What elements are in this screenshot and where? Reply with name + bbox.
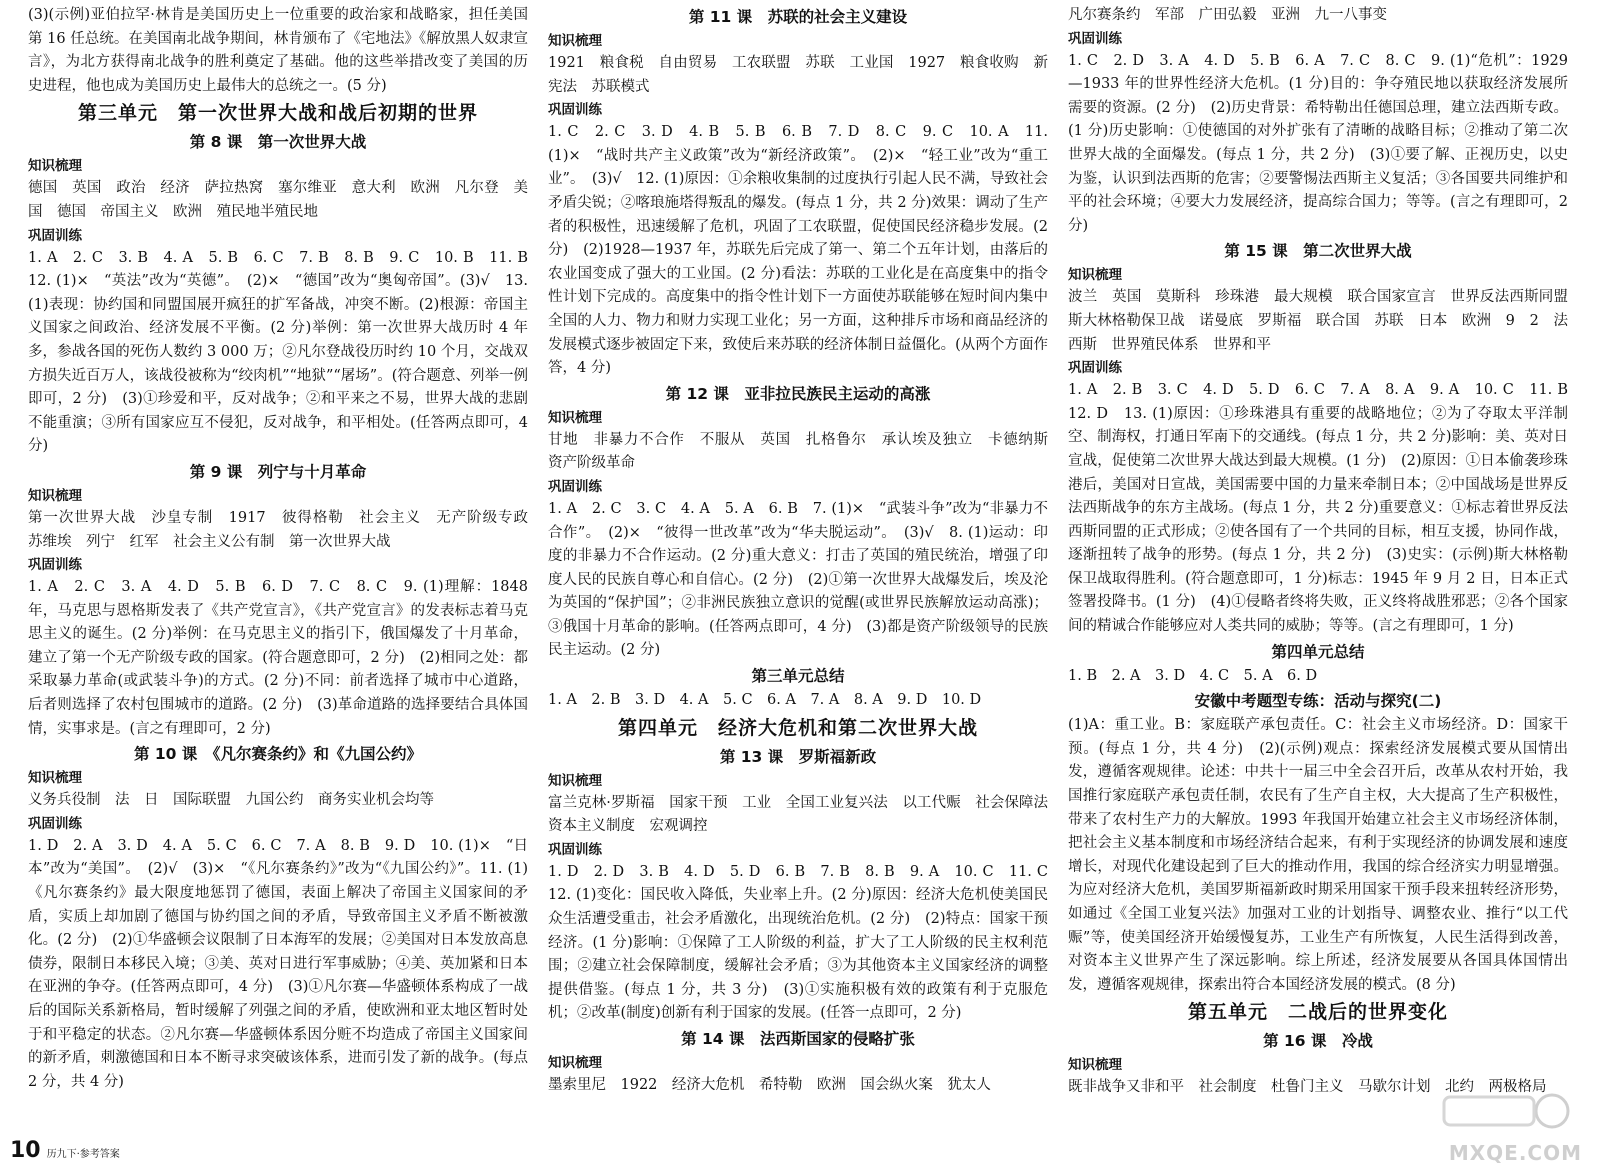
lesson-heading: 第 8 课 第一次世界大战 — [189, 133, 367, 152]
section-label: 巩固训练 — [1068, 360, 1122, 377]
answer-column-middle — [548, 4, 1063, 1134]
answer-paragraph: 甘地 非暴力不合作 不服从 英国 扎格鲁尔 承认埃及独立 卡德纳斯 资产阶级革命 — [548, 431, 1063, 472]
section-label: 知识梳理 — [28, 487, 82, 504]
section-label: 巩固训练 — [1068, 30, 1122, 47]
lesson-heading: 第三单元总结 — [751, 667, 845, 686]
page-label: 历九下·参考答案 — [46, 1149, 120, 1160]
section-label: 知识梳理 — [548, 772, 602, 789]
lesson-heading: 第 12 课 亚非拉民族民主运动的高涨 — [665, 384, 931, 403]
section-label: 知识梳理 — [1068, 1057, 1122, 1074]
answer-paragraph: 波兰 英国 莫斯科 珍珠港 最大规模 联合国家宣言 世界反法西斯同盟 斯大林格勒保卫战 诺曼底 罗斯福 联合国 苏联 日本 欧洲 9 2 法西斯 世界殖民体系 世界和平 — [1068, 289, 1583, 353]
section-label: 巩固训练 — [28, 227, 82, 244]
lesson-heading: 第 14 课 法西斯国家的侵略扩张 — [681, 1030, 915, 1048]
lesson-heading: 第 11 课 苏联的社会主义建设 — [688, 8, 908, 26]
answer-paragraph: 1. A 2. B 3. C 4. D 5. D 6. C 7. A 8. A 9. A 10. C 11. B 12. D 13. (1)原因：①珍珠港具有重要的战略地位；②为了夺取太平洋制空、制海权，打通日军南下的交通线。(每点 1 分，共 2 分)影响：美、英对日宣战，促使第二次世界大战达到最大规模。(1 分) (2)原因：①日本偷袭珍珠港后，美国对日宣战，美国需要中国的力量来牵制日本；②中国战场是世界反法西斯战争的东方主战场。(每点 1 分，共 2 分)重要意义：①标志着世界反法西斯同盟的正式形成；②使各国有了一个共同的目标，相互支援，协同作战，逐渐扭转了战争的形势。(每点 1 分，共 2 分) (3)史实：(示例)斯大林格勒保卫战取得胜利。(符合题意即可，1 分)标志：1945 年 9 月 2 日，日本正式签署投降书。(1 分) (4)①侵略者终将失败，正义终将战胜邪恶；②各个国家间的精诚合作能够应对人类共同的威胁；等等。(言之有理即可，1 分) — [1068, 382, 1583, 635]
section-label: 知识梳理 — [28, 770, 82, 787]
lesson-heading: 第 9 课 列宁与十月革命 — [189, 462, 367, 481]
answer-paragraph: (3)(示例)亚伯拉罕·林肯是美国历史上一位重要的政治家和战略家，担任美国第 16 任总统。在美国南北战争期间，林肯颁布了《宅地法》《解放黑人奴隶宣言》，为北方获得南北战争的胜利奠定了基础。他的这些举措改变了美国的历史进程，他也成为美国历史上最伟大的总统之一。(5 分) — [28, 7, 528, 94]
unit-heading: 第四单元 经济大危机和第二次世界大战 — [617, 716, 978, 739]
answer-paragraph: 凡尔赛条约 军部 广田弘毅 亚洲 九一八事变 — [1068, 7, 1387, 23]
section-label: 知识梳理 — [548, 33, 602, 49]
answer-paragraph: 1. D 2. A 3. D 4. A 5. C 6. C 7. A 8. B 9. D 10. (1)× “日本”改为“美国”。 (2)√ (3)× “《凡尔赛条约》”改为“《九国公约》”。11. (1)《凡尔赛条约》最大限度地惩罚了德国，表面上解决了帝国主义国家间的矛盾，实质上却加剧了德国与协约国之间的矛盾，导致帝国主义矛盾不断被激化。(2 分) (2)①华盛顿会议限制了日本海军的发展；②美国对日本发放高息债券，限制日本移民入境；③美、英对日进行军事威胁；④美、英加紧和日本在亚洲的争夺。(任答两点即可，4 分) (3)①凡尔赛—华盛顿体系构成了一战后的国际关系新格局，暂时缓解了列强之间的矛盾，使欧洲和亚太地区暂时处于和平稳定的状态。②凡尔赛—华盛顿体系因分赃不均造成了帝国主义国家间的新矛盾，刺激德国和日本不断寻求突破该体系，进而引发了新的战争。(每点 2 分，共 4 分) — [28, 837, 528, 1090]
answer-paragraph: 墨索里尼 1922 经济大危机 希特勒 欧洲 国会纵火案 犹太人 — [548, 1077, 991, 1093]
answer-paragraph: (1)A：重工业。B：家庭联产承包责任。C：社会主义市场经济。D：国家干预。(每点 1 分，共 4 分) (2)(示例)观点：探索经济发展模式要从国情出发，遵循客观规律。论述：中共十一届三中全会召开后，改革从农村开始，我国推行家庭联产承包责任制，农民有了生产自主权，大大提高了生产积极性，带来了农村生产力的大解放。1993 年我国开始建立社会主义市场经济体制，把社会主义基本制度和市场经济结合起来，有利于实现经济的协调发展和速度增长，对现代化建设起到了巨大的推动作用，我国的综合经济实力明显增强。为应对经济大危机，美国罗斯福新政时期采用国家干预手段来扭转经济形势，如通过《全国工业复兴法》加强对工业的计划指导、调整农业、推行“以工代赈”等，使美国经济开始缓慢复苏，工业生产有所恢复，人民生活得到改善，对资本主义世界产生了深远影响。综上所述，经济发展要从各国具体国情出发，遵循客观规律，探索出符合本国经济发展的模式。(8 分) — [1068, 717, 1568, 993]
answer-paragraph: 1. D 2. D 3. B 4. D 5. D 6. B 7. B 8. B 9. A 10. C 11. C 12. (1)变化：国民收入降低，失业率上升。(2 分)原因：经济大危机使美国民众生活遭受重击，社会矛盾激化，出现统治危机。(2 分) (2)特点：国家干预经济。(1 分)影响：①保障了工人阶级的利益，扩大了工人阶级的民主权利范围；②建立社会保障制度，缓解社会矛盾；③为其他资本主义国家经济的调整提供借鉴。(每点 1 分，共 3 分) (3)①实施积极有效的政策有利于克服危机；②改革(制度)创新有利于国家的发展。(任答一点即可，2 分) — [548, 863, 1063, 1022]
section-label: 知识梳理 — [548, 1055, 602, 1071]
lesson-heading: 第 16 课 冷战 — [1263, 1032, 1373, 1051]
answer-column-left — [28, 4, 543, 1134]
section-label: 巩固训练 — [548, 478, 602, 495]
section-label: 知识梳理 — [1068, 267, 1122, 284]
unit-heading: 第五单元 二战后的世界变化 — [1187, 1001, 1448, 1024]
lesson-heading: 第 15 课 第二次世界大战 — [1224, 242, 1412, 261]
answer-paragraph: 第一次世界大战 沙皇专制 1917 彼得格勒 社会主义 无产阶级专政 苏维埃 列宁 红军 社会主义公有制 第一次世界大战 — [28, 509, 543, 550]
answer-paragraph: 1921 粮食税 自由贸易 工农联盟 苏联 工业国 1927 粮食收购 新宪法 苏联模式 — [548, 55, 1048, 95]
section-label: 知识梳理 — [28, 158, 82, 175]
answer-paragraph: 1. A 2. C 3. C 4. A 5. A 6. B 7. (1)× “武装斗争”改为“非暴力不合作”。 (2)× “彼得一世改革”改为“华夫脱运动”。 (3)√ 8. (1)运动：印度的非暴力不合作运动。(2 分)重大意义：打击了英国的殖民统治，增强了印度人民的民族自尊心和自信心。(2 分) (2)①第一次世界大战爆发后，埃及沦为英国的“保护国”；②非洲民族独立意识的觉醒(或世界民族解放运动高涨)；③俄国十月革命的影响。(任答两点即可，4 分) (3)都是资产阶级领导的民族民主运动。(2 分) — [548, 500, 1048, 659]
section-label: 知识梳理 — [548, 409, 602, 426]
lesson-heading: 第 13 课 罗斯福新政 — [719, 747, 877, 766]
watermark-logo — [1424, 1089, 1584, 1149]
unit-heading: 第三单元 第一次世界大战和战后初期的世界 — [77, 102, 478, 125]
answer-paragraph: 1. A 2. C 3. A 4. D 5. B 6. D 7. C 8. C 9. (1)理解：1848 年，马克思与恩格斯发表了《共产党宣言》，《共产党宣言》的发表标志着马克思主义的诞生。(2 分)举例：在马克思主义的指引下，俄国爆发了十月革命，建立了第一个无产阶级专政的国家。(符合题意即可，2 分) (2)相同之处：都采取暴力革命(或武装斗争)的方式。(2 分)不同：前者选择了城市中心道路，后者则选择了农村包围城市的道路。(2 分) (3)革命道路的选择要结合具体国情，实事求是。(言之有理即可，2 分) — [28, 579, 528, 737]
page-footer — [10, 1138, 120, 1163]
section-label: 巩固训练 — [28, 557, 82, 574]
answer-paragraph: 富兰克林·罗斯福 国家干预 工业 全国工业复兴法 以工代赈 社会保障法 资本主义制度 宏观调控 — [548, 794, 1063, 835]
answer-paragraph: 义务兵役制 法 日 国际联盟 九国公约 商务实业机会均等 — [28, 792, 434, 809]
answer-column-right — [1068, 4, 1583, 1134]
answer-paragraph: 1. C 2. D 3. A 4. D 5. B 6. A 7. C 8. C 9. (1)“危机”：1929—1933 年的世界性经济大危机。(1 分)目的：争夺殖民地以获取经济发展所需要的资源。(2 分) (2)历史背景：希特勒出任德国总理，建立法西斯专政。(1 分)历史影响：①使德国的对外扩张有了清晰的战略目标；②推动了第二次世界大战的全面爆发。(每点 1 分，共 2 分) (3)①要了解、正视历史，以史为鉴，认识到法西斯的危害；②要警惕法西斯主义复活；③各国要共同维护和平的社会环境；④要大力发展经济，提高综合国力；等等。(言之有理即可，2 分) — [1068, 52, 1568, 234]
lesson-heading: 第四单元总结 — [1271, 642, 1365, 661]
answer-paragraph: 既非战争又非和平 社会制度 杜鲁门主义 马歇尔计划 北约 两极格局 — [1068, 1079, 1547, 1096]
lesson-heading: 安徽中考题型专练：活动与探究(二) — [1194, 692, 1442, 711]
page-number: 10 — [10, 1138, 41, 1163]
section-label: 巩固训练 — [548, 102, 602, 119]
answer-paragraph: 德国 英国 政治 经济 萨拉热窝 塞尔维亚 意大利 欧洲 凡尔登 美国 德国 帝国主义 欧洲 殖民地半殖民地 — [28, 180, 528, 220]
answer-paragraph: 1. B 2. A 3. D 4. C 5. A 6. D — [1068, 667, 1318, 684]
section-label: 巩固训练 — [28, 815, 82, 832]
lesson-heading: 第 10 课 《凡尔赛条约》和《九国公约》 — [133, 745, 423, 764]
answer-paragraph: 1. A 2. B 3. D 4. A 5. C 6. A 7. A 8. A 9. D 10. D — [548, 692, 982, 709]
answer-paragraph: 1. C 2. C 3. D 4. B 5. B 6. B 7. D 8. C 9. C 10. A 11. (1)× “战时共产主义政策”改为“新经济政策”。 (2)× “轻工业”改为“重工业”。 (3)√ 12. (1)原因：①余粮收集制的过度执行引起人民不满，导致社会矛盾尖锐；②喀琅施塔得叛乱的爆发。(每点 1 分，共 2 分)效果：调动了生产者的积极性，迅速缓解了危机，巩固了工农联盟，促使国民经济稳步发展。(2 分) (2)1928—1937 年，苏联先后完成了第一、第二个五年计划，由落后的农业国变成了强大的工业国。(2 分)看法：苏联的工业化是在高度集中的指令性计划下完成的。高度集中的指令性计划下一方面使苏联能够在短时间内集中全国的人力、物力和财力实现工业化；另一方面，这种排斥市场和商品经济的发展模式逐步被固定下来，致使后来苏联的经济体制日益僵化。(从两个方面作答，4 分) — [548, 124, 1048, 377]
section-label: 巩固训练 — [548, 841, 602, 858]
answer-paragraph: 1. A 2. C 3. B 4. A 5. B 6. C 7. B 8. B 9. C 10. B 11. B 12. (1)× “英法”改为“英德”。 (2)× “德国”改为“奥匈帝国”。(3)√ 13. (1)表现：协约国和同盟国展开疯狂的扩军备战，冲突不断。(2)根源：帝国主义国家之间政治、经济发展不平衡。(2 分)举例：第一次世界大战历时 4 年多，参战各国的死伤人数约 3 000 万；②凡尔登战役历时约 10 个月，交战双方损失近百万人，该战役被称为“绞肉机”“地狱”“屠场”。(符合题意、列举一例即可，2 分) (3)①珍爱和平，反对战争；②和平来之不易，世界大战的悲剧不能重演；③所有国家应互不侵犯，反对战争，和平相处。(任答两点即可，4 分) — [28, 249, 543, 455]
watermark-text: MXQE.COM — [1448, 1141, 1582, 1165]
